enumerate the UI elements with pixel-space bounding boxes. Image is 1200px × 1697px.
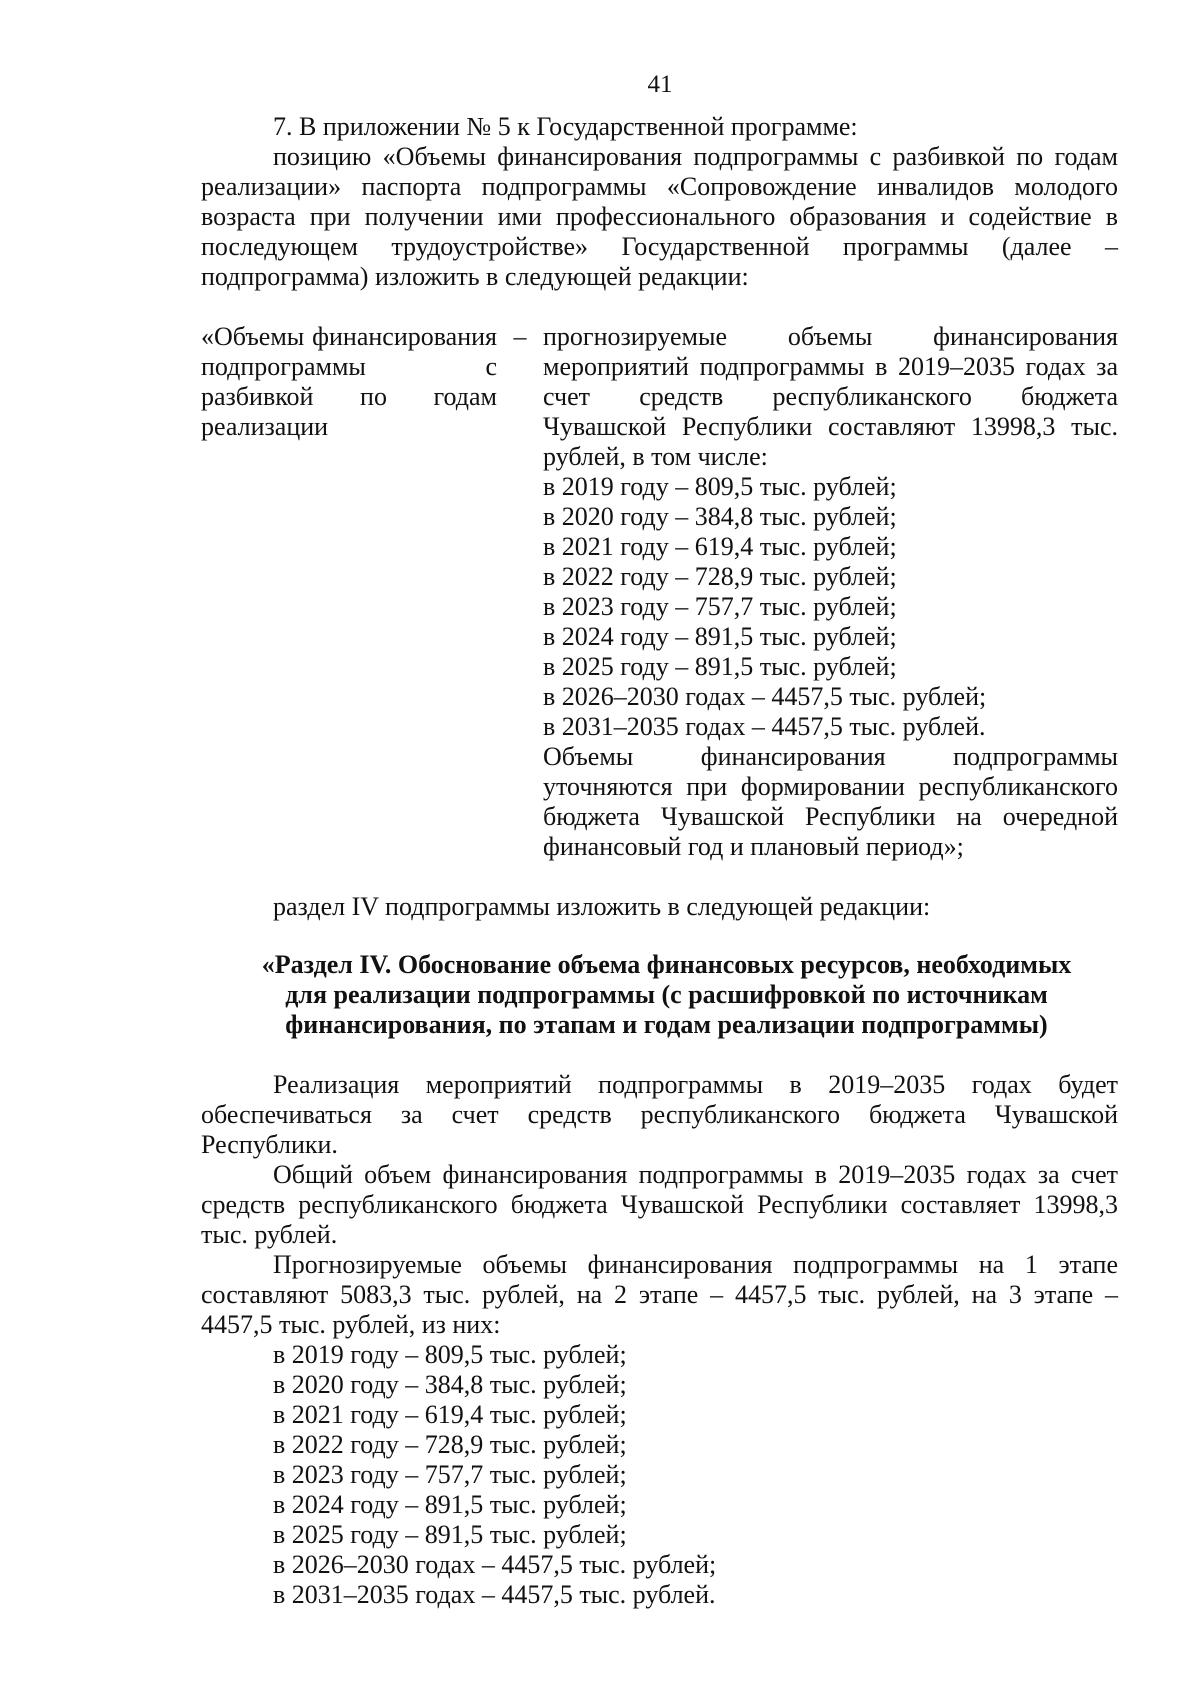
year-list-item: в 2019 году – 809,5 тыс. рублей; (273, 1340, 627, 1369)
passport-summary: прогнозируемые объемы финансирования мероприятий подпрограммы в 2019–2035 годах за счет средств республиканского бюджета Чувашской Республики составляют 13998,3 тыс. рублей, в том числе: (543, 322, 1118, 471)
section-intro: раздел IV подпрограммы изложить в следующей редакции: (273, 892, 931, 921)
passport-year-item: в 2019 году – 809,5 тыс. рублей; (543, 472, 897, 501)
passport-year-item: в 2025 году – 891,5 тыс. рублей; (543, 652, 897, 681)
year-list-item: в 2022 году – 728,9 тыс. рублей; (273, 1430, 627, 1459)
passport-label: «Объемы финансирования подпрограммы с разбивкой по годам реализации (201, 322, 497, 441)
passport-note: Объемы финансирования подпрограммы уточняются при формировании республиканского бюджета Чувашской Республики на очередной финансовый год и плановый период»; (543, 742, 1118, 861)
document-body (201, 112, 1118, 1610)
year-list-item: в 2023 году – 757,7 тыс. рублей; (273, 1460, 627, 1489)
section-heading: «Раздел IV. Обоснование объема финансовых ресурсов, необходимых для реализации подпрограммы (с расшифровкой по источникам финансирования, по этапам и годам реализации подпрограммы) (261, 950, 1072, 1039)
year-list-item: в 2031–2035 годах – 4457,5 тыс. рублей. (273, 1580, 716, 1609)
passport-year-item: в 2023 году – 757,7 тыс. рублей; (543, 592, 897, 621)
paragraph: Реализация мероприятий подпрограммы в 2019–2035 годах будет обеспечиваться за счет средств республиканского бюджета Чувашской Республики. (201, 1070, 1118, 1159)
year-list-item: в 2025 году – 891,5 тыс. рублей; (273, 1520, 627, 1549)
paragraph: Прогнозируемые объемы финансирования подпрограммы на 1 этапе составляют 5083,3 тыс. рублей, на 2 этапе – 4457,5 тыс. рублей, на 3 этапе – 4457,5 тыс. рублей, из них: (201, 1250, 1118, 1339)
passport-year-item: в 2021 году – 619,4 тыс. рублей; (543, 532, 897, 561)
passport-position (201, 322, 1118, 862)
intro-item: 7. В приложении № 5 к Государственной программе: (273, 112, 858, 141)
passport-year-item: в 2024 году – 891,5 тыс. рублей; (543, 622, 897, 651)
passport-year-item: в 2031–2035 годах – 4457,5 тыс. рублей. (543, 712, 986, 741)
year-list-item: в 2021 году – 619,4 тыс. рублей; (273, 1400, 627, 1429)
passport-dash: – (513, 322, 527, 351)
intro-text: позицию «Объемы финансирования подпрограммы с разбивкой по годам реализации» паспорта подпрограммы «Сопровождение инвалидов молодого возраста при получении ими профессионального образования и содействие в последующем трудоустройстве» Государственной программы (далее – подпрограмма) изложить в следующей редакции: (201, 142, 1118, 291)
passport-year-item: в 2026–2030 годах – 4457,5 тыс. рублей; (543, 682, 987, 711)
year-list-item: в 2020 году – 384,8 тыс. рублей; (273, 1370, 627, 1399)
passport-value (543, 322, 1118, 862)
paragraph: Общий объем финансирования подпрограммы в 2019–2035 годах за счет средств республиканского бюджета Чувашской Республики составляет 13998,3 тыс. рублей. (201, 1160, 1118, 1249)
year-list-item: в 2024 году – 891,5 тыс. рублей; (273, 1490, 627, 1519)
passport-year-item: в 2022 году – 728,9 тыс. рублей; (543, 562, 897, 591)
page-number: 41 (647, 71, 673, 98)
year-list-item: в 2026–2030 годах – 4457,5 тыс. рублей; (273, 1550, 717, 1579)
passport-year-item: в 2020 году – 384,8 тыс. рублей; (543, 502, 897, 531)
